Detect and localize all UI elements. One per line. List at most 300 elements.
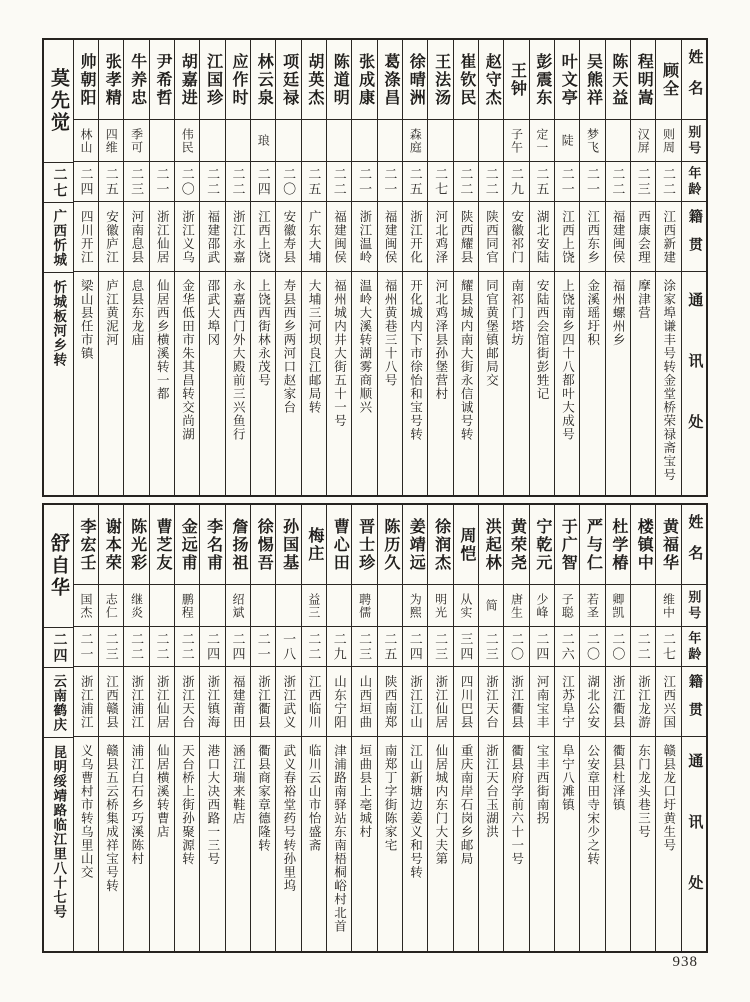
age-cell: 二四 <box>530 627 554 667</box>
native-cell: 浙江仙居 <box>428 667 452 737</box>
entry-column <box>579 505 604 951</box>
native-cell: 云南鹤庆 <box>44 668 73 738</box>
name-cell: 江国珍 <box>200 40 224 120</box>
name-cell: 严与仁 <box>580 505 604 585</box>
entry-column <box>554 505 579 951</box>
age-cell: 二四 <box>200 627 224 667</box>
entry-column <box>402 40 427 495</box>
age-cell: 二三 <box>428 627 452 667</box>
header-native: 籍贯 <box>682 202 706 272</box>
entry-column <box>351 505 376 951</box>
age-cell: 二九 <box>504 162 528 202</box>
entry-column <box>123 505 148 951</box>
entry-column <box>275 505 300 951</box>
age-cell: 二一 <box>580 162 604 202</box>
address-cell: 仙居横溪转曹店 <box>155 744 170 839</box>
name-cell: 洪起林 <box>479 505 503 585</box>
age-cell: 二三 <box>124 162 148 202</box>
name-cell: 吴熊祥 <box>580 40 604 120</box>
alias-cell: 若圣 <box>580 585 604 627</box>
name-cell: 徐惕吾 <box>251 505 275 585</box>
address-cell: 福州黄巷三十八号 <box>383 279 398 387</box>
address-cell: 金溪瑶圩积 <box>585 279 600 347</box>
native-cell: 湖北安陆 <box>530 202 554 272</box>
native-cell: 福建闽侯 <box>606 202 630 272</box>
native-cell: 陕西耀县 <box>454 202 478 272</box>
address-cell: 河北鸡泽县孙堡营村 <box>433 279 448 401</box>
alias-cell: 季可 <box>124 120 148 162</box>
alias-cell <box>631 585 655 627</box>
entry-column <box>630 505 655 951</box>
alias-cell <box>150 120 174 162</box>
entry-column <box>73 40 98 495</box>
name-cell: 陈天益 <box>606 40 630 120</box>
age-cell: 二一 <box>555 162 579 202</box>
name-cell: 胡嘉进 <box>175 40 199 120</box>
alias-cell: 伟民 <box>175 120 199 162</box>
entry-column <box>149 505 174 951</box>
native-cell: 四川开江 <box>74 202 98 272</box>
alias-cell: 子聪 <box>555 585 579 627</box>
name-cell: 赵守杰 <box>479 40 503 120</box>
age-cell: 二四 <box>226 627 250 667</box>
alias-cell <box>454 120 478 162</box>
name-cell: 谢本荣 <box>99 505 123 585</box>
alias-cell: 则周 <box>656 120 680 162</box>
entry-column <box>655 40 680 495</box>
entry-column <box>301 505 326 951</box>
address-cell: 衢县商家章德隆转 <box>256 744 271 852</box>
name-cell: 程明嵩 <box>631 40 655 120</box>
alias-cell: 益三 <box>302 585 326 627</box>
entry-column <box>174 40 199 495</box>
name-cell: 陈光彩 <box>124 505 148 585</box>
native-cell: 浙江江山 <box>403 667 427 737</box>
native-cell: 山西垣曲 <box>352 667 376 737</box>
age-cell: 二二 <box>631 627 655 667</box>
native-cell: 福建闽侯 <box>378 202 402 272</box>
name-cell: 徐润杰 <box>428 505 452 585</box>
header-age: 年龄 <box>682 162 706 202</box>
native-cell: 浙江武义 <box>276 667 300 737</box>
native-cell: 陕西南郑 <box>378 667 402 737</box>
age-cell: 二一 <box>150 162 174 202</box>
age-cell: 一八 <box>276 627 300 667</box>
name-cell: 詹扬祖 <box>226 505 250 585</box>
native-cell: 浙江仙居 <box>150 667 174 737</box>
entry-column <box>655 505 680 951</box>
age-cell: 二五 <box>403 162 427 202</box>
age-cell: 二七 <box>656 627 680 667</box>
native-cell: 西康会理 <box>631 202 655 272</box>
age-cell: 二〇 <box>606 627 630 667</box>
entry-column <box>98 505 123 951</box>
alias-cell <box>378 120 402 162</box>
address-cell: 开化城内下市徐怡和宝号转 <box>408 279 423 441</box>
native-cell: 浙江浦江 <box>74 667 98 737</box>
entry-column <box>250 505 275 951</box>
entry-column <box>377 40 402 495</box>
native-cell: 浙江龙游 <box>631 667 655 737</box>
entry-column <box>44 40 73 495</box>
age-cell: 二二 <box>175 627 199 667</box>
entry-column <box>554 40 579 495</box>
address-cell: 港口大决西路一三号 <box>205 744 220 866</box>
address-cell: 同官黄堡镇邮局交 <box>484 279 499 387</box>
address-cell: 庐江黄泥河 <box>104 279 119 347</box>
alias-cell: 汉屏 <box>631 120 655 162</box>
name-cell: 舒自华 <box>44 505 73 628</box>
entry-column <box>149 40 174 495</box>
address-cell: 永嘉西门外大殿前三兴鱼行 <box>231 279 246 441</box>
header-age: 年龄 <box>682 627 706 667</box>
age-cell: 二三 <box>479 627 503 667</box>
name-cell: 楼镇中 <box>631 505 655 585</box>
name-cell: 叶文亭 <box>555 40 579 120</box>
native-cell: 浙江天台 <box>175 667 199 737</box>
alias-cell: 森庭 <box>403 120 427 162</box>
age-cell: 二二 <box>656 162 680 202</box>
address-cell: 江山新塘边姜义和号转 <box>408 744 423 879</box>
age-cell: 二一 <box>251 627 275 667</box>
alias-cell <box>606 120 630 162</box>
header-name: 姓名 <box>682 40 706 120</box>
address-cell: 金华低田市朱其昌转交尚湖 <box>180 279 195 441</box>
alias-cell: 子午 <box>504 120 528 162</box>
alias-cell: 从实 <box>454 585 478 627</box>
native-cell: 四川巴县 <box>454 667 478 737</box>
address-cell: 东门龙头巷三号 <box>636 744 651 839</box>
entry-column <box>427 40 452 495</box>
entry-column <box>529 40 554 495</box>
address-cell: 上饶西街林永茂号 <box>256 279 271 387</box>
name-cell: 张孝精 <box>99 40 123 120</box>
age-cell: 二〇 <box>276 162 300 202</box>
age-cell: 二二 <box>124 627 148 667</box>
address-cell: 浦江白石乡巧溪陈村 <box>129 744 144 866</box>
name-cell: 曹心田 <box>327 505 351 585</box>
entry-column <box>98 40 123 495</box>
native-cell: 江西兴国 <box>656 667 680 737</box>
native-cell: 福建莆田 <box>226 667 250 737</box>
age-cell: 二〇 <box>580 627 604 667</box>
age-cell: 二一 <box>74 627 98 667</box>
address-cell: 仙居城内东门大夫第 <box>433 744 448 866</box>
directory-table-bottom <box>42 503 708 953</box>
address-cell: 安陆西会馆街彭甡记 <box>535 279 550 401</box>
name-cell: 林云泉 <box>251 40 275 120</box>
name-cell: 徐晴洲 <box>403 40 427 120</box>
alias-cell: 少峰 <box>530 585 554 627</box>
address-cell: 公安章田寺宋少之转 <box>585 744 600 866</box>
name-cell: 于广智 <box>555 505 579 585</box>
address-cell: 梁山县任市镇 <box>79 279 94 360</box>
age-cell: 二二 <box>454 162 478 202</box>
address-cell: 上饶南乡四十八都叶大成号 <box>560 279 575 441</box>
directory-table-top <box>42 38 708 497</box>
header-alias: 别号 <box>682 585 706 627</box>
age-cell: 二六 <box>555 627 579 667</box>
name-cell: 牛养忠 <box>124 40 148 120</box>
address-cell: 衢县杜泽镇 <box>611 744 626 812</box>
name-cell: 王钟 <box>504 40 528 120</box>
alias-cell: 绍斌 <box>226 585 250 627</box>
age-cell: 二四 <box>44 628 73 668</box>
native-cell: 江西上饶 <box>555 202 579 272</box>
alias-cell: 琅 <box>251 120 275 162</box>
alias-cell: 梦飞 <box>580 120 604 162</box>
native-cell: 浙江永嘉 <box>226 202 250 272</box>
entry-column <box>225 505 250 951</box>
age-cell: 二五 <box>378 627 402 667</box>
alias-cell <box>200 120 224 162</box>
address-cell: 南祁门塔坊 <box>509 279 524 347</box>
alias-cell: 明光 <box>428 585 452 627</box>
alias-cell <box>479 120 503 162</box>
native-cell: 江西临川 <box>302 667 326 737</box>
alias-cell: 聘儒 <box>352 585 376 627</box>
age-cell: 二一 <box>378 162 402 202</box>
entry-column <box>301 40 326 495</box>
alias-cell: 简 <box>479 585 503 627</box>
name-cell: 晋士珍 <box>352 505 376 585</box>
entry-column <box>630 40 655 495</box>
address-cell: 忻城板河乡转 <box>51 280 67 367</box>
address-cell: 邵武大埠冈 <box>205 279 220 347</box>
address-cell: 天台桥上街孙聚源转 <box>180 744 195 866</box>
name-cell: 帅朝阳 <box>74 40 98 120</box>
address-cell: 武义春裕堂药号转孙里坞 <box>281 744 296 893</box>
native-cell: 浙江义乌 <box>175 202 199 272</box>
age-cell: 二三 <box>99 627 123 667</box>
age-cell: 二五 <box>302 162 326 202</box>
alias-cell: 为熙 <box>403 585 427 627</box>
name-cell: 孙国基 <box>276 505 300 585</box>
alias-cell: 唐生 <box>504 585 528 627</box>
entry-column <box>605 40 630 495</box>
age-cell: 二二 <box>327 162 351 202</box>
name-cell: 周恺 <box>454 505 478 585</box>
alias-cell <box>327 120 351 162</box>
alias-cell: 继炎 <box>124 585 148 627</box>
address-cell: 温岭大溪转湖雾商顺兴 <box>357 279 372 414</box>
address-cell: 津浦路南驿站东南梧桐峪村北首 <box>332 744 347 933</box>
name-cell: 胡英杰 <box>302 40 326 120</box>
name-cell: 杜学椿 <box>606 505 630 585</box>
age-cell: 二一 <box>352 162 376 202</box>
alias-cell <box>251 585 275 627</box>
entry-column <box>478 40 503 495</box>
name-cell: 王法汤 <box>428 40 452 120</box>
age-cell: 二二 <box>479 162 503 202</box>
alias-cell: 卿凯 <box>606 585 630 627</box>
native-cell: 浙江衢县 <box>504 667 528 737</box>
age-cell: 二二 <box>200 162 224 202</box>
entry-column <box>123 40 148 495</box>
native-cell: 广东大埔 <box>302 202 326 272</box>
native-cell: 山东宁阳 <box>327 667 351 737</box>
age-cell: 二四 <box>74 162 98 202</box>
native-cell: 江西新建 <box>656 202 680 272</box>
native-cell: 浙江开化 <box>403 202 427 272</box>
alias-cell <box>150 585 174 627</box>
native-cell: 河南息县 <box>124 202 148 272</box>
native-cell: 河北鸡泽 <box>428 202 452 272</box>
alias-cell: 志仁 <box>99 585 123 627</box>
entry-column <box>478 505 503 951</box>
entry-column <box>73 505 98 951</box>
name-cell: 李名甫 <box>200 505 224 585</box>
address-cell: 垣曲县上亳城村 <box>357 744 372 839</box>
address-cell: 涵江瑞来鞋店 <box>231 744 246 825</box>
alias-cell <box>276 120 300 162</box>
alias-cell: 林山 <box>74 120 98 162</box>
native-cell: 广西忻城 <box>44 203 73 273</box>
alias-cell: 定一 <box>530 120 554 162</box>
name-cell: 黄荣尧 <box>504 505 528 585</box>
address-cell: 息县东龙庙 <box>129 279 144 347</box>
entry-column <box>326 40 351 495</box>
address-cell: 昆明绥靖路临江里八十七号 <box>51 745 67 919</box>
name-cell: 尹希哲 <box>150 40 174 120</box>
age-cell: 二七 <box>428 162 452 202</box>
address-cell: 大埔三河坝良江邮局转 <box>307 279 322 414</box>
alias-cell <box>302 120 326 162</box>
entry-column <box>402 505 427 951</box>
entry-column <box>250 40 275 495</box>
entry-column <box>199 505 224 951</box>
age-cell: 二〇 <box>504 627 528 667</box>
address-cell: 寿县西乡两河口赵家台 <box>281 279 296 414</box>
age-cell: 二四 <box>403 627 427 667</box>
name-cell: 彭震东 <box>530 40 554 120</box>
address-cell: 赣县龙口圩黄生号 <box>661 744 676 852</box>
entry-column <box>503 505 528 951</box>
header-address: 通讯处 <box>686 292 703 475</box>
name-cell: 莫先觉 <box>44 40 73 163</box>
native-cell: 浙江天台 <box>479 667 503 737</box>
entry-column <box>199 40 224 495</box>
header-alias: 别号 <box>682 120 706 162</box>
entry-column <box>174 505 199 951</box>
name-cell: 曹芝友 <box>150 505 174 585</box>
address-cell: 仙居西乡横溪转一都 <box>155 279 170 401</box>
name-cell: 陈历久 <box>378 505 402 585</box>
alias-cell <box>226 120 250 162</box>
entry-column <box>44 505 73 951</box>
name-cell: 项廷禄 <box>276 40 300 120</box>
native-cell: 浙江温岭 <box>352 202 376 272</box>
entry-column <box>377 505 402 951</box>
name-cell: 陈道明 <box>327 40 351 120</box>
entry-column <box>605 505 630 951</box>
native-cell: 湖北公安 <box>580 667 604 737</box>
age-cell: 三四 <box>454 627 478 667</box>
native-cell: 福建闽侯 <box>327 202 351 272</box>
name-cell: 梅庄 <box>302 505 326 585</box>
entry-column <box>503 40 528 495</box>
address-cell: 南郑丁字街陈家宅 <box>383 744 398 852</box>
alias-cell: 四维 <box>99 120 123 162</box>
name-cell: 张成康 <box>352 40 376 120</box>
name-cell: 顾全 <box>656 40 680 120</box>
alias-cell: 维中 <box>656 585 680 627</box>
native-cell: 浙江衢县 <box>251 667 275 737</box>
native-cell: 河南宝丰 <box>530 667 554 737</box>
native-cell: 浙江浦江 <box>124 667 148 737</box>
name-cell: 金远甫 <box>175 505 199 585</box>
entry-column <box>275 40 300 495</box>
entry-column <box>453 505 478 951</box>
entry-column <box>529 505 554 951</box>
entry-column <box>453 40 478 495</box>
address-cell: 衢县府学前六十一号 <box>509 744 524 866</box>
address-cell: 赣县五云桥集成祥宝号转 <box>104 744 119 893</box>
address-cell: 耀县城内南大街永信诚号转 <box>459 279 474 441</box>
age-cell: 二二 <box>226 162 250 202</box>
age-cell: 二七 <box>44 163 73 203</box>
native-cell: 安徽祁门 <box>504 202 528 272</box>
age-cell: 二〇 <box>175 162 199 202</box>
native-cell: 安徽寿县 <box>276 202 300 272</box>
alias-cell <box>327 585 351 627</box>
address-cell: 福州城内井大街五十一号 <box>332 279 347 428</box>
native-cell: 安徽庐江 <box>99 202 123 272</box>
age-cell: 二二 <box>150 627 174 667</box>
address-cell: 重庆南岸石岗乡邮局 <box>459 744 474 866</box>
alias-cell <box>352 120 376 162</box>
name-cell: 应作时 <box>226 40 250 120</box>
native-cell: 陕西同官 <box>479 202 503 272</box>
age-cell: 二二 <box>606 162 630 202</box>
header-native: 籍贯 <box>682 667 706 737</box>
age-cell: 二四 <box>251 162 275 202</box>
name-cell: 葛涤昌 <box>378 40 402 120</box>
name-cell: 李宏壬 <box>74 505 98 585</box>
header-address: 通讯处 <box>686 752 703 936</box>
name-cell: 姜靖远 <box>403 505 427 585</box>
alias-cell <box>378 585 402 627</box>
entry-column <box>225 40 250 495</box>
age-cell: 二三 <box>631 162 655 202</box>
age-cell: 二五 <box>99 162 123 202</box>
age-cell: 二九 <box>327 627 351 667</box>
native-cell: 江西赣县 <box>99 667 123 737</box>
name-cell: 崔钦民 <box>454 40 478 120</box>
alias-cell <box>428 120 452 162</box>
native-cell: 浙江镇海 <box>200 667 224 737</box>
page-number: 938 <box>672 954 698 970</box>
native-cell: 江苏阜宁 <box>555 667 579 737</box>
alias-cell: 陡 <box>555 120 579 162</box>
alias-cell <box>276 585 300 627</box>
entry-column <box>427 505 452 951</box>
alias-cell: 鹏程 <box>175 585 199 627</box>
address-cell: 涂家埠谦丰号转金堂桥荣禄斋宝号 <box>661 279 676 482</box>
alias-cell: 国杰 <box>74 585 98 627</box>
age-cell: 二二 <box>302 627 326 667</box>
address-cell: 义乌曹村市转乌里山交 <box>79 744 94 879</box>
address-cell: 宝丰西街南拐 <box>535 744 550 825</box>
age-cell: 二五 <box>530 162 554 202</box>
header-column <box>681 505 706 951</box>
address-cell: 浙江天台玉湖洪 <box>484 744 499 839</box>
address-cell: 摩津营 <box>636 279 651 320</box>
age-cell: 二三 <box>352 627 376 667</box>
address-cell: 福州螺州乡 <box>611 279 626 347</box>
native-cell: 浙江仙居 <box>150 202 174 272</box>
alias-cell <box>200 585 224 627</box>
